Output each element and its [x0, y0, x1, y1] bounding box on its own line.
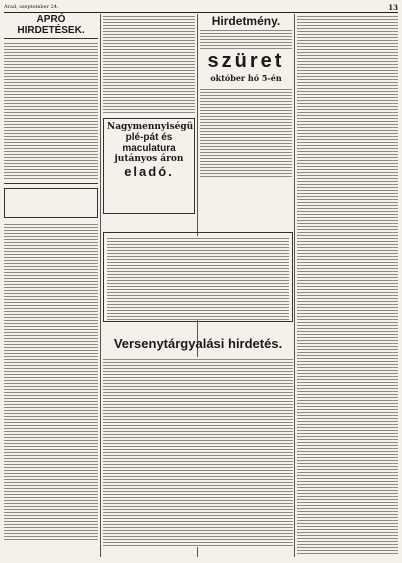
page-header: [4, 2, 398, 13]
wide-ad-text: [107, 236, 289, 320]
classifieds-column: [4, 14, 98, 557]
classified-text-block: [4, 41, 98, 181]
column-rule: [100, 14, 101, 557]
ad-line: Nagymennyiségü: [107, 122, 194, 132]
announcement-text: [200, 87, 292, 177]
ad-line: plé-pát és maculatura: [122, 132, 176, 154]
announcement-date: október hó 5-én: [210, 73, 282, 83]
classifieds-title: APRÓ HIRDETÉSEK.: [17, 14, 85, 36]
ad-line: jutányos áron: [114, 154, 184, 164]
wide-ad-block: [103, 232, 293, 322]
paper-sale-ad: [103, 118, 195, 214]
auction-text: [103, 357, 293, 547]
notice-text-block: [297, 14, 398, 554]
header-date: Arad, szeptember 24.: [4, 4, 59, 10]
auction-title: Versenytárgyalási hirdetés.: [113, 336, 283, 351]
announcement-text: [200, 28, 292, 50]
auction-notice: [103, 330, 293, 557]
ad-text-block: [103, 14, 195, 114]
classified-text-block: [4, 222, 98, 542]
classified-box: [4, 188, 98, 218]
column-rule: [294, 14, 295, 557]
announcement-title: Hirdetmény.: [211, 14, 281, 28]
announcement-big-word: szüret: [207, 50, 285, 72]
page-number: 13: [388, 2, 398, 12]
notice-column: [297, 14, 398, 557]
ad-line: eladó.: [124, 164, 174, 179]
